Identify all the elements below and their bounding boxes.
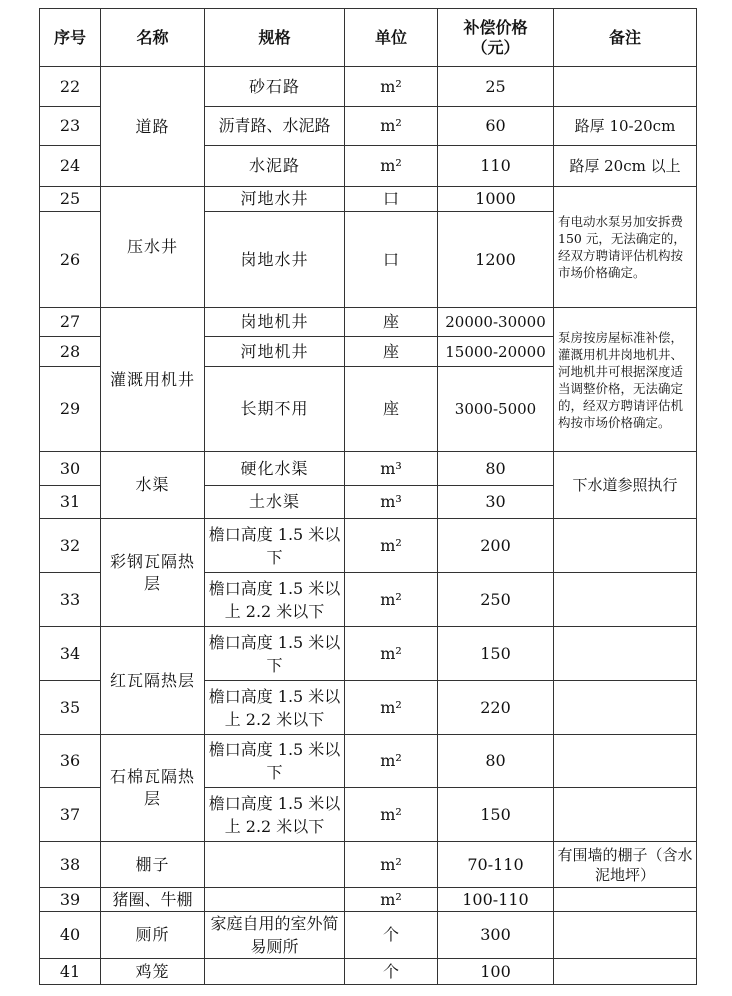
row-no: 37 <box>40 788 101 842</box>
row-price: 100 <box>438 959 554 985</box>
row-spec: 岗地水井 <box>205 212 345 308</box>
row-note <box>554 888 697 912</box>
row-price: 150 <box>438 788 554 842</box>
row-unit: 口 <box>345 212 438 308</box>
row-spec: 河地水井 <box>205 187 345 212</box>
row-name: 厕所 <box>101 912 205 959</box>
row-price: 150 <box>438 627 554 681</box>
row-price: 1000 <box>438 187 554 212</box>
row-unit: m² <box>345 735 438 788</box>
header-name: 名称 <box>101 9 205 67</box>
row-no: 26 <box>40 212 101 308</box>
row-no: 36 <box>40 735 101 788</box>
row-unit: m² <box>345 888 438 912</box>
row-unit: m³ <box>345 452 438 486</box>
row-no: 35 <box>40 681 101 735</box>
group-name-irrigation-well: 灌溉用机井 <box>101 308 205 452</box>
group-name-road: 道路 <box>101 67 205 187</box>
group-note-irrigation-well: 泵房按房屋标准补偿，灌溉用机井岗地机井、河地机井可根据深度适当调整价格，无法确定的，经双方聘请评估机构按市场价格确定。 <box>554 308 697 452</box>
row-spec: 檐口高度 1.5 米以下 <box>205 519 345 573</box>
row-unit: m² <box>345 146 438 187</box>
row-note: 有围墙的棚子（含水泥地坪） <box>554 842 697 888</box>
row-note <box>554 67 697 107</box>
row-no: 29 <box>40 367 101 452</box>
row-price: 70-110 <box>438 842 554 888</box>
row-price: 3000-5000 <box>438 367 554 452</box>
header-no: 序号 <box>40 9 101 67</box>
row-price: 25 <box>438 67 554 107</box>
row-price: 110 <box>438 146 554 187</box>
row-no: 34 <box>40 627 101 681</box>
row-note <box>554 959 697 985</box>
row-unit: m² <box>345 107 438 146</box>
row-no: 33 <box>40 573 101 627</box>
row-no: 27 <box>40 308 101 337</box>
row-price: 300 <box>438 912 554 959</box>
row-name: 鸡笼 <box>101 959 205 985</box>
row-spec: 檐口高度 1.5 米以下 <box>205 735 345 788</box>
row-spec: 檐口高度 1.5 米以上 2.2 米以下 <box>205 573 345 627</box>
row-unit: 座 <box>345 337 438 367</box>
row-spec <box>205 888 345 912</box>
group-note-canal: 下水道参照执行 <box>554 452 697 519</box>
row-note <box>554 912 697 959</box>
row-price: 80 <box>438 452 554 486</box>
row-no: 40 <box>40 912 101 959</box>
row-unit: m² <box>345 573 438 627</box>
row-note <box>554 681 697 735</box>
table-row <box>40 519 697 573</box>
row-price: 100-110 <box>438 888 554 912</box>
table-row <box>40 888 697 912</box>
row-spec <box>205 842 345 888</box>
header-spec: 规格 <box>205 9 345 67</box>
header-note: 备注 <box>554 9 697 67</box>
row-no: 23 <box>40 107 101 146</box>
header-row <box>40 9 697 67</box>
row-note <box>554 788 697 842</box>
row-spec: 硬化水渠 <box>205 452 345 486</box>
row-note: 路厚 10-20cm <box>554 107 697 146</box>
row-spec: 沥青路、水泥路 <box>205 107 345 146</box>
row-no: 30 <box>40 452 101 486</box>
row-spec: 土水渠 <box>205 486 345 519</box>
table-row <box>40 959 697 985</box>
document-page <box>39 8 697 985</box>
row-no: 25 <box>40 187 101 212</box>
row-spec: 檐口高度 1.5 米以上 2.2 米以下 <box>205 788 345 842</box>
row-unit: 个 <box>345 912 438 959</box>
table-row <box>40 308 697 337</box>
group-name-steel-tile: 彩钢瓦隔热层 <box>101 519 205 627</box>
table-row <box>40 842 697 888</box>
row-unit: 口 <box>345 187 438 212</box>
group-note-pump-well: 有电动水泵另加安拆费 150 元，无法确定的，经双方聘请评估机构按市场价格确定。 <box>554 187 697 308</box>
row-no: 41 <box>40 959 101 985</box>
table-row <box>40 912 697 959</box>
row-unit: m² <box>345 519 438 573</box>
row-note <box>554 573 697 627</box>
row-price: 30 <box>438 486 554 519</box>
header-price: 补偿价格 （元） <box>438 9 554 67</box>
row-unit: m² <box>345 842 438 888</box>
row-unit: m² <box>345 681 438 735</box>
row-unit: m² <box>345 627 438 681</box>
row-spec: 水泥路 <box>205 146 345 187</box>
compensation-table <box>39 8 697 985</box>
row-no: 38 <box>40 842 101 888</box>
group-name-asbestos-tile: 石棉瓦隔热层 <box>101 735 205 842</box>
row-no: 22 <box>40 67 101 107</box>
row-price: 80 <box>438 735 554 788</box>
row-unit: 座 <box>345 308 438 337</box>
row-note <box>554 735 697 788</box>
row-spec: 河地机井 <box>205 337 345 367</box>
row-spec <box>205 959 345 985</box>
row-unit: 座 <box>345 367 438 452</box>
row-no: 28 <box>40 337 101 367</box>
row-unit: 个 <box>345 959 438 985</box>
header-unit: 单位 <box>345 9 438 67</box>
row-unit: m³ <box>345 486 438 519</box>
row-no: 24 <box>40 146 101 187</box>
table-row <box>40 735 697 788</box>
row-note <box>554 627 697 681</box>
row-price: 200 <box>438 519 554 573</box>
table-row <box>40 67 697 107</box>
row-no: 31 <box>40 486 101 519</box>
group-name-pump-well: 压水井 <box>101 187 205 308</box>
row-name: 猪圈、牛棚 <box>101 888 205 912</box>
row-note <box>554 519 697 573</box>
row-price: 60 <box>438 107 554 146</box>
row-spec: 檐口高度 1.5 米以下 <box>205 627 345 681</box>
table-row <box>40 452 697 486</box>
table-row <box>40 187 697 212</box>
table-row <box>40 627 697 681</box>
row-unit: m² <box>345 788 438 842</box>
row-no: 39 <box>40 888 101 912</box>
row-spec: 檐口高度 1.5 米以上 2.2 米以下 <box>205 681 345 735</box>
row-price: 250 <box>438 573 554 627</box>
group-name-red-tile: 红瓦隔热层 <box>101 627 205 735</box>
row-price: 1200 <box>438 212 554 308</box>
row-spec: 砂石路 <box>205 67 345 107</box>
row-spec: 长期不用 <box>205 367 345 452</box>
row-name: 棚子 <box>101 842 205 888</box>
row-price: 220 <box>438 681 554 735</box>
row-note: 路厚 20cm 以上 <box>554 146 697 187</box>
row-price: 20000-30000 <box>438 308 554 337</box>
row-unit: m² <box>345 67 438 107</box>
row-spec: 岗地机井 <box>205 308 345 337</box>
group-name-canal: 水渠 <box>101 452 205 519</box>
row-spec: 家庭自用的室外简易厕所 <box>205 912 345 959</box>
row-price: 15000-20000 <box>438 337 554 367</box>
row-no: 32 <box>40 519 101 573</box>
